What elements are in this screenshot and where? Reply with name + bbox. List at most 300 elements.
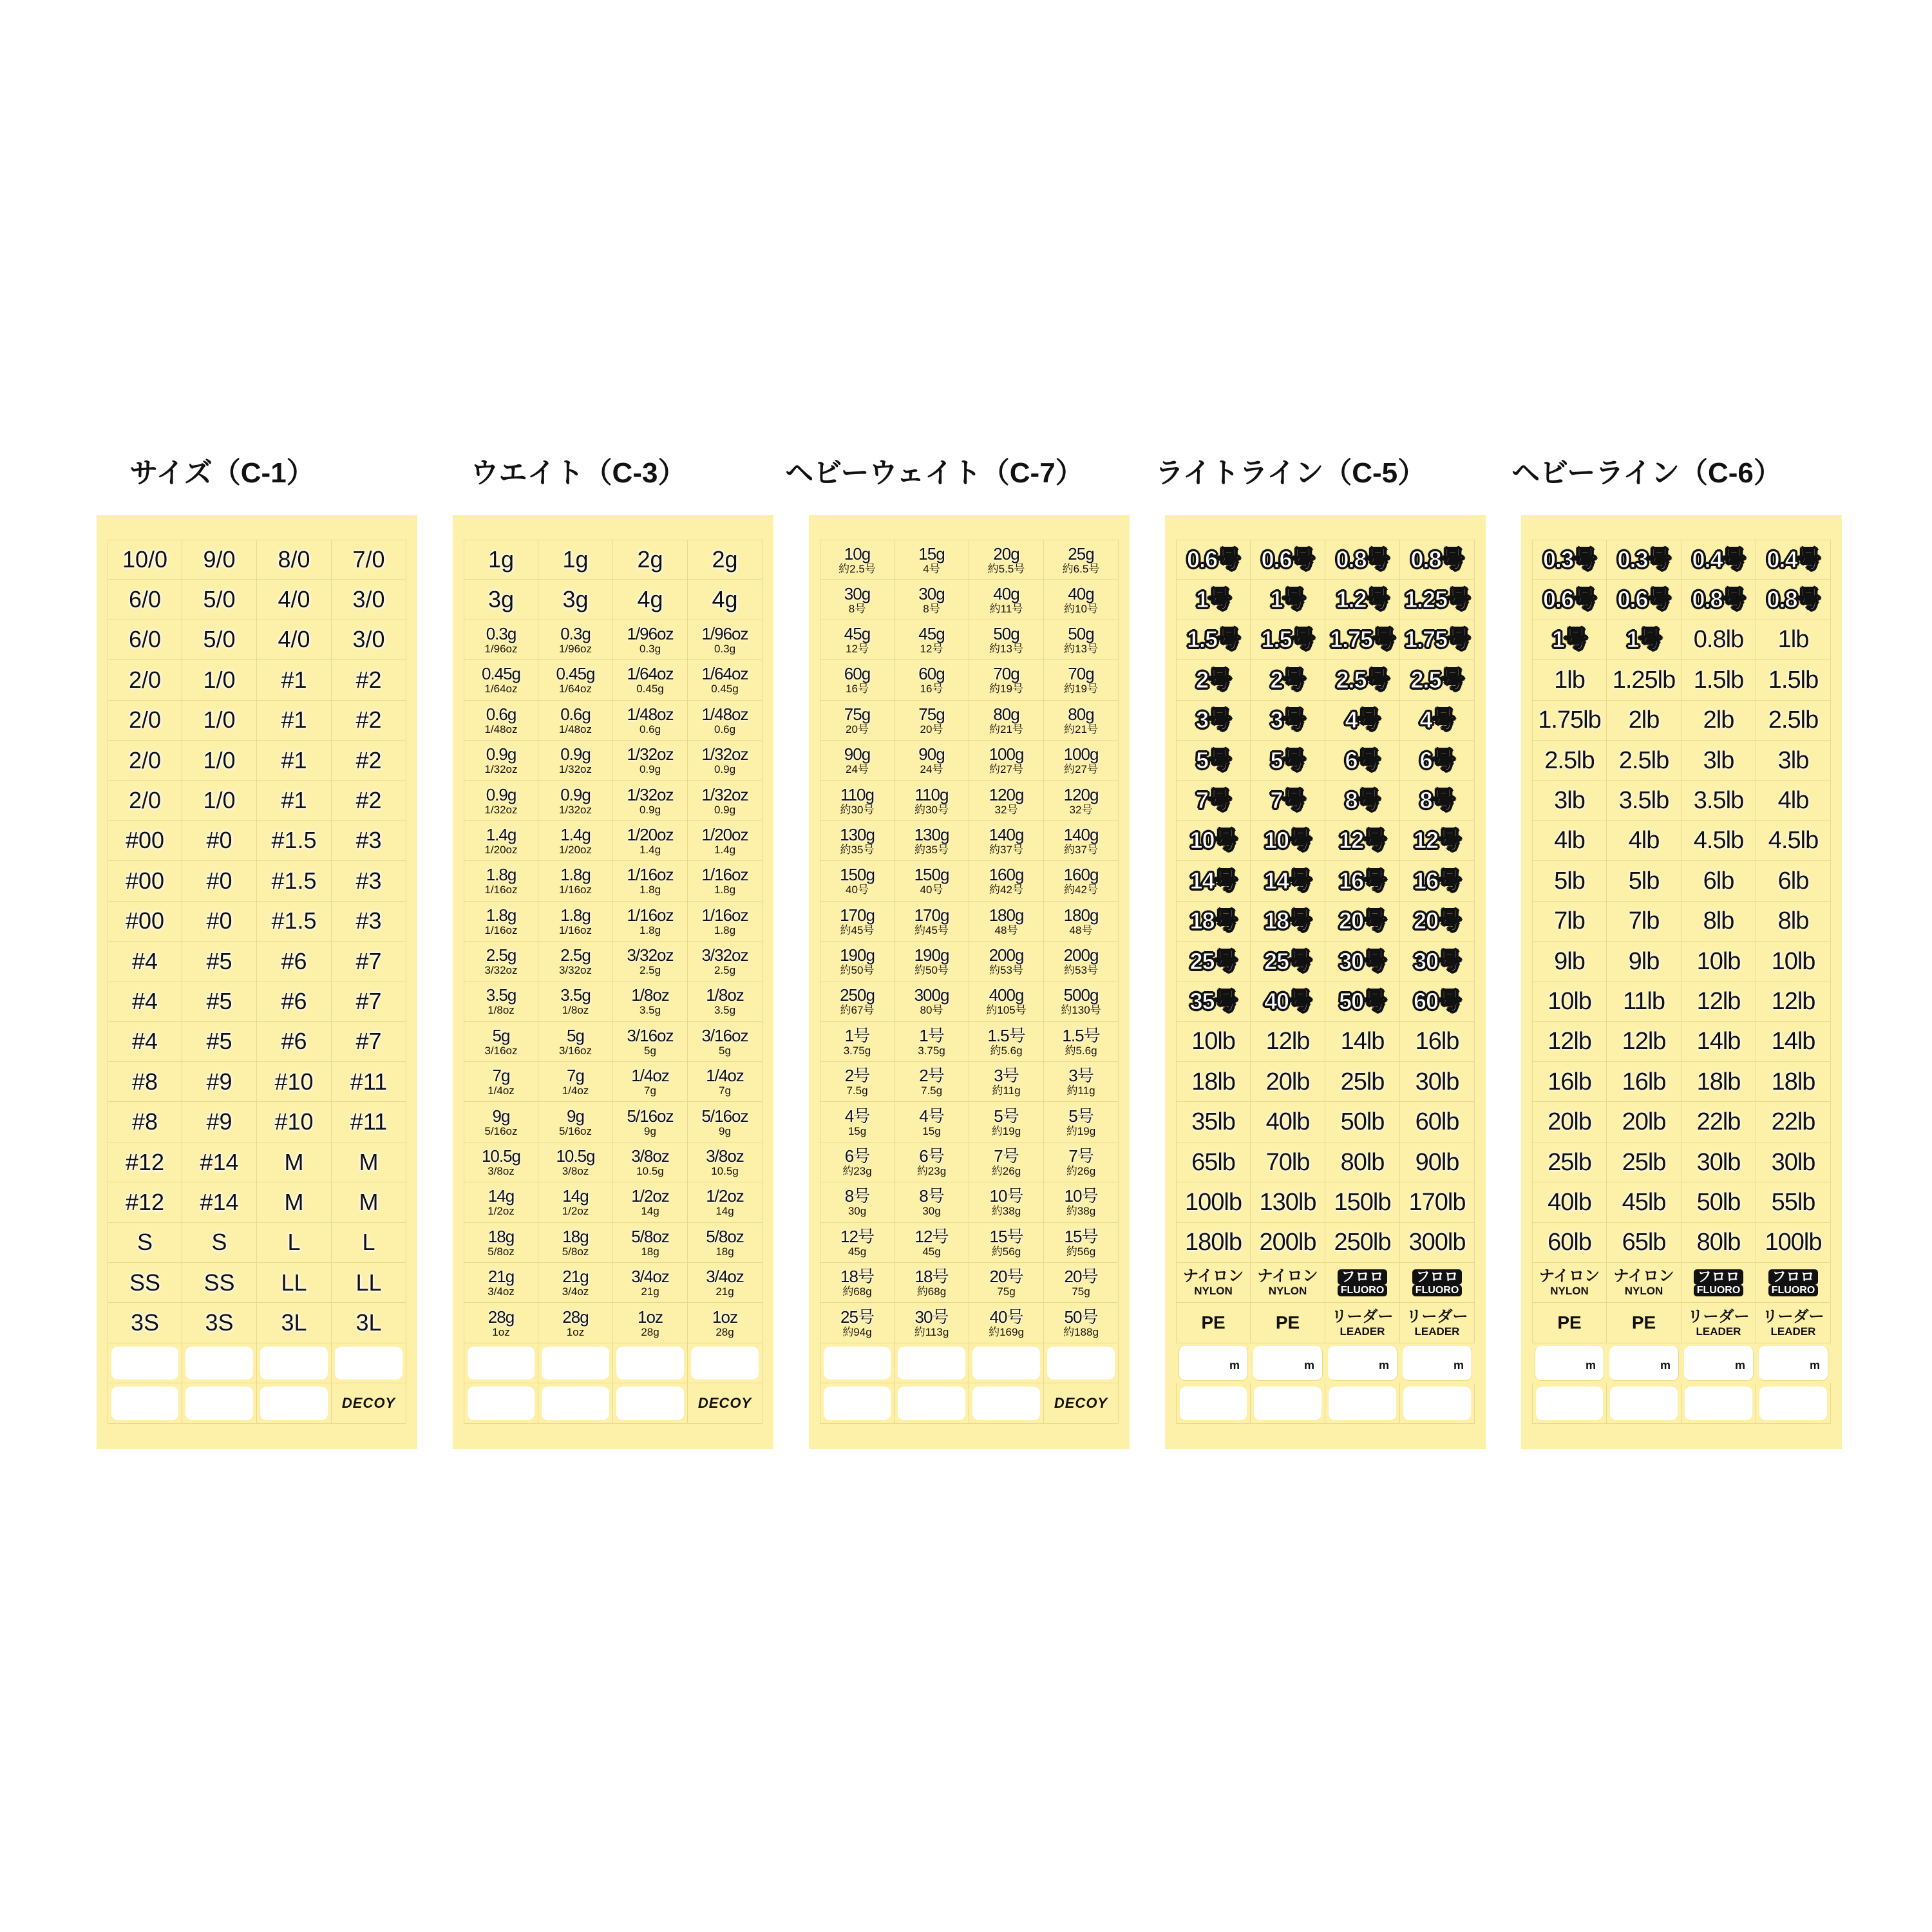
sticker-cell bbox=[464, 1102, 538, 1142]
sticker-cell bbox=[820, 580, 895, 620]
weight-main: 2号 bbox=[919, 1066, 944, 1086]
weight-sub: 5/8oz bbox=[562, 1245, 589, 1258]
weight-main: 50号 bbox=[1064, 1307, 1098, 1327]
weight-main: 0.9g bbox=[560, 784, 591, 804]
weight-sub: 5g bbox=[644, 1044, 656, 1057]
size-label: 10/0 bbox=[122, 546, 168, 573]
weight-main: 1/2oz bbox=[631, 1186, 669, 1206]
sticker-cell bbox=[895, 981, 969, 1021]
size-label: #2 bbox=[355, 666, 382, 693]
sticker-cell bbox=[257, 540, 332, 580]
line-number-label: 12号 bbox=[1338, 827, 1387, 854]
sticker-cell bbox=[969, 1223, 1044, 1263]
weight-sub: 20号 bbox=[846, 723, 869, 735]
sticker-cell bbox=[332, 701, 406, 741]
line-type-jp: ナイロン bbox=[1539, 1267, 1600, 1285]
sticker-cell bbox=[1044, 1303, 1119, 1343]
sticker-cell bbox=[1756, 1062, 1831, 1102]
sticker-cell bbox=[613, 701, 688, 741]
line-number-label: 2.5号 bbox=[1336, 666, 1389, 693]
sticker-cell bbox=[1400, 781, 1475, 820]
sticker-cell bbox=[257, 942, 332, 981]
sticker-cell bbox=[1325, 1263, 1400, 1303]
size-label: 3/0 bbox=[352, 626, 385, 653]
sticker-cell bbox=[1532, 1223, 1607, 1263]
sticker-cell bbox=[182, 1022, 257, 1062]
size-label: #3 bbox=[355, 827, 382, 854]
sticker-cell bbox=[1176, 580, 1251, 620]
weight-sub: 7.5g bbox=[846, 1084, 868, 1097]
weight-sub: 1oz bbox=[566, 1325, 585, 1338]
weight-main: 0.9g bbox=[560, 744, 591, 764]
weight-main: 1/16oz bbox=[701, 905, 748, 925]
line-lb-label: 10lb bbox=[1696, 947, 1741, 975]
sticker-cell bbox=[332, 861, 406, 901]
sticker-cell bbox=[1607, 1022, 1681, 1062]
sticker-cell bbox=[257, 660, 332, 700]
weight-main: 2g bbox=[637, 546, 663, 573]
size-label: #9 bbox=[206, 1068, 232, 1095]
line-lb-label: 4.5lb bbox=[1768, 827, 1819, 855]
sticker-cell bbox=[538, 821, 613, 861]
weight-sub: 28g bbox=[641, 1325, 659, 1338]
line-lb-label: 3lb bbox=[1554, 787, 1585, 815]
line-number-label: 16号 bbox=[1338, 867, 1387, 894]
sticker-cell bbox=[895, 821, 969, 861]
line-lb-label: 20lb bbox=[1265, 1068, 1310, 1095]
weight-main: 15号 bbox=[1064, 1226, 1098, 1246]
weight-sub: 12号 bbox=[920, 642, 943, 655]
sticker-cell bbox=[1607, 942, 1681, 981]
weight-main: 140g bbox=[1063, 824, 1099, 844]
sticker-cell bbox=[1176, 741, 1251, 781]
weight-sub: 0.9g bbox=[639, 803, 661, 816]
size-label: #14 bbox=[200, 1188, 239, 1215]
size-label: #5 bbox=[206, 1028, 232, 1055]
size-label: L bbox=[287, 1229, 301, 1256]
weight-sub: 3.5g bbox=[639, 1004, 661, 1017]
weight-main: 1.5号 bbox=[1062, 1025, 1100, 1045]
size-label: #1.5 bbox=[271, 827, 317, 854]
weight-sub: 32号 bbox=[1069, 803, 1093, 816]
sticker-cell bbox=[1251, 540, 1325, 580]
weight-sub: 1/96oz bbox=[484, 642, 518, 655]
blank-label bbox=[1403, 1387, 1471, 1419]
line-lb-label: 25lb bbox=[1622, 1148, 1666, 1176]
line-lb-label: 90lb bbox=[1415, 1148, 1459, 1176]
weight-sub: 12号 bbox=[846, 642, 869, 655]
sticker-cell bbox=[1044, 1263, 1119, 1303]
sticker-cell bbox=[1044, 540, 1119, 580]
sticker-cell bbox=[1756, 660, 1831, 700]
weight-sub: 約35号 bbox=[840, 843, 875, 856]
weight-main: 200g bbox=[1063, 945, 1099, 965]
sticker-cell bbox=[1532, 540, 1607, 580]
weight-sub: 9g bbox=[644, 1124, 656, 1137]
line-lb-label: 1.5lb bbox=[1768, 666, 1819, 694]
line-lb-label: 2lb bbox=[1628, 706, 1660, 734]
sticker-cell bbox=[257, 1343, 332, 1383]
sticker-cell bbox=[688, 981, 762, 1021]
sticker-cell bbox=[182, 1062, 257, 1102]
sticker-cell bbox=[182, 902, 257, 942]
weight-main: 90g bbox=[844, 744, 871, 764]
blank-label bbox=[260, 1387, 328, 1419]
sticker-cell bbox=[182, 1303, 257, 1343]
sticker-cell bbox=[820, 821, 895, 861]
line-lb-label: 2.5lb bbox=[1544, 746, 1595, 774]
weight-main: 5/8oz bbox=[631, 1226, 669, 1246]
sticker-cell bbox=[108, 741, 182, 781]
line-lb-label: 25lb bbox=[1340, 1068, 1385, 1095]
line-type-jp: フロロ bbox=[1338, 1269, 1387, 1285]
sticker-cell bbox=[895, 1182, 969, 1222]
sticker-cell bbox=[257, 741, 332, 781]
sticker-cell bbox=[895, 1102, 969, 1142]
meter-label: m bbox=[1809, 1359, 1820, 1372]
sticker-cell bbox=[1607, 861, 1681, 901]
sticker-cell bbox=[108, 781, 182, 820]
sticker-cell bbox=[1176, 942, 1251, 981]
sticker-cell bbox=[1251, 981, 1325, 1021]
sticker-cell bbox=[1044, 1383, 1119, 1423]
size-label: #3 bbox=[355, 867, 382, 894]
line-number-label: 5号 bbox=[1270, 746, 1305, 773]
sticker-cell bbox=[1325, 902, 1400, 942]
weight-sub: 約30号 bbox=[914, 803, 949, 816]
sticker-cell bbox=[688, 781, 762, 820]
sticker-cell bbox=[538, 861, 613, 901]
sticker-cell bbox=[257, 1102, 332, 1142]
sticker-cell bbox=[1044, 620, 1119, 660]
sticker-cell bbox=[895, 660, 969, 700]
weight-sub: 5/8oz bbox=[488, 1245, 515, 1258]
weight-main: 2.5g bbox=[560, 945, 591, 965]
sticker-cell bbox=[1325, 861, 1400, 901]
sticker-cell bbox=[1044, 1142, 1119, 1182]
line-lb-label: 55lb bbox=[1771, 1188, 1815, 1216]
sticker-cell bbox=[332, 1102, 406, 1142]
sticker-cell bbox=[1681, 620, 1756, 660]
weight-sub: 1/64oz bbox=[484, 683, 518, 696]
blank-label bbox=[468, 1387, 535, 1419]
sticker-cell bbox=[464, 1223, 538, 1263]
weight-main: 5/16oz bbox=[627, 1106, 674, 1126]
sticker-cell bbox=[1176, 1383, 1251, 1423]
sticker-cell bbox=[969, 902, 1044, 942]
weight-main: 110g bbox=[840, 784, 874, 804]
sticker-cell bbox=[1681, 781, 1756, 820]
weight-main: 80g bbox=[993, 704, 1019, 724]
line-lb-label: 30lb bbox=[1415, 1068, 1459, 1095]
weight-main: 80g bbox=[1068, 704, 1094, 724]
sticker-cell bbox=[613, 1142, 688, 1182]
sticker-cell bbox=[1176, 1102, 1251, 1142]
line-lb-label: 50lb bbox=[1696, 1188, 1741, 1216]
sticker-cell bbox=[613, 660, 688, 700]
line-lb-label: 10lb bbox=[1548, 987, 1591, 1015]
decoy-logo: DECOY bbox=[697, 1394, 752, 1411]
weight-main: 10号 bbox=[1064, 1186, 1098, 1206]
sticker-cell bbox=[1681, 580, 1756, 620]
weight-main: 1/20oz bbox=[701, 824, 748, 844]
weight-sub: 3/16oz bbox=[484, 1044, 518, 1057]
line-lb-label: 14lb bbox=[1696, 1028, 1741, 1056]
weight-main: 3g bbox=[488, 586, 515, 613]
weight-sub: 1.8g bbox=[714, 923, 736, 936]
weight-main: 10.5g bbox=[481, 1146, 521, 1166]
sticker-cell bbox=[895, 1383, 969, 1423]
sticker-cell bbox=[969, 981, 1044, 1021]
weight-main: 190g bbox=[914, 945, 949, 965]
line-kind-jp: リーダー bbox=[1687, 1307, 1750, 1325]
sticker-cell bbox=[1400, 1263, 1475, 1303]
sticker-cell bbox=[1532, 981, 1607, 1021]
sticker-cell bbox=[895, 1263, 969, 1303]
sticker-cell bbox=[1400, 1142, 1475, 1182]
sticker-cell bbox=[257, 821, 332, 861]
sticker-cell bbox=[1756, 981, 1831, 1021]
line-lb-label: 1.25lb bbox=[1612, 666, 1676, 694]
sticker-cell bbox=[464, 861, 538, 901]
line-lb-label: 50lb bbox=[1340, 1108, 1385, 1136]
sticker-sheet-size bbox=[97, 515, 417, 1449]
weight-sub: 3.75g bbox=[843, 1044, 871, 1057]
sticker-cell bbox=[182, 620, 257, 660]
size-label: 3L bbox=[281, 1309, 307, 1336]
sticker-cell bbox=[820, 942, 895, 981]
weight-sub: 80号 bbox=[920, 1004, 943, 1017]
weight-sub: 約38g bbox=[1066, 1205, 1096, 1218]
sticker-cell bbox=[1251, 861, 1325, 901]
weight-main: 1g bbox=[562, 546, 589, 573]
weight-sub: 18g bbox=[715, 1245, 734, 1258]
weight-main: 20g bbox=[993, 544, 1019, 564]
weight-sub: 1/8oz bbox=[488, 1004, 515, 1017]
weight-main: 1oz bbox=[638, 1307, 663, 1327]
sticker-cell bbox=[182, 942, 257, 981]
meter-label: m bbox=[1303, 1359, 1314, 1372]
sticker-cell bbox=[1325, 942, 1400, 981]
line-lb-label: 16lb bbox=[1622, 1068, 1666, 1095]
sticker-cell bbox=[613, 580, 688, 620]
sticker-cell bbox=[108, 1343, 182, 1383]
weight-main: 1/32oz bbox=[627, 784, 674, 804]
weight-main: 4号 bbox=[919, 1106, 944, 1126]
sticker-cell bbox=[688, 1263, 762, 1303]
sticker-cell bbox=[182, 821, 257, 861]
sticker-cell bbox=[464, 781, 538, 820]
meter-label: m bbox=[1660, 1359, 1671, 1372]
sticker-cell bbox=[688, 942, 762, 981]
weight-sub: 約188g bbox=[1063, 1325, 1099, 1338]
weight-main: 4g bbox=[712, 586, 738, 613]
sticker-cell bbox=[1251, 1383, 1325, 1423]
sticker-cell bbox=[1607, 1383, 1681, 1423]
sticker-cell bbox=[182, 580, 257, 620]
line-lb-label: 170lb bbox=[1408, 1188, 1466, 1216]
sticker-cell bbox=[108, 1383, 182, 1423]
weight-sub: 5/16oz bbox=[484, 1124, 518, 1137]
weight-sub: 10.5g bbox=[711, 1165, 739, 1178]
sticker-cell bbox=[108, 1142, 182, 1182]
weight-main: 180g bbox=[1063, 905, 1099, 925]
line-number-label: 0.6号 bbox=[1261, 546, 1314, 573]
weight-main: 1号 bbox=[919, 1025, 944, 1045]
blank-label bbox=[616, 1387, 684, 1419]
sticker-cell bbox=[969, 1343, 1044, 1383]
weight-main: 180g bbox=[989, 905, 1024, 925]
weight-main: 0.6g bbox=[486, 704, 516, 724]
line-lb-label: 40lb bbox=[1265, 1108, 1310, 1136]
sticker-cell bbox=[1176, 660, 1251, 700]
weight-sub: 15g bbox=[922, 1124, 941, 1137]
size-label: 5/0 bbox=[203, 586, 236, 613]
weight-sub: 約27号 bbox=[1064, 763, 1098, 776]
sticker-cell bbox=[969, 660, 1044, 700]
weight-main: 5g bbox=[492, 1025, 510, 1045]
sticker-cell bbox=[332, 1343, 406, 1383]
sticker-cell bbox=[332, 1062, 406, 1102]
weight-main: 28g bbox=[562, 1307, 589, 1327]
sticker-cell bbox=[1044, 1182, 1119, 1222]
sticker-cell bbox=[1532, 1102, 1607, 1142]
sticker-cell bbox=[182, 1263, 257, 1303]
weight-sub: 約42号 bbox=[1064, 884, 1098, 896]
sticker-cell bbox=[969, 781, 1044, 820]
sticker-cell bbox=[969, 1263, 1044, 1303]
sticker-cell bbox=[688, 1062, 762, 1102]
weight-main: 1号 bbox=[844, 1025, 870, 1045]
sticker-cell bbox=[1176, 1263, 1251, 1303]
sticker-cell bbox=[688, 620, 762, 660]
sticker-cell bbox=[1176, 902, 1251, 942]
sticker-cell bbox=[1681, 1263, 1756, 1303]
weight-main: 14g bbox=[488, 1186, 515, 1206]
sticker-cell bbox=[1607, 1102, 1681, 1142]
weight-sub: 約105号 bbox=[986, 1004, 1027, 1017]
line-number-label: 0.4号 bbox=[1766, 546, 1820, 573]
sticker-cell bbox=[1400, 821, 1475, 861]
line-lb-label: 7lb bbox=[1628, 907, 1660, 935]
weight-sub: 約11g bbox=[1066, 1084, 1095, 1097]
sticker-cell bbox=[820, 701, 895, 741]
weight-main: 1/32oz bbox=[701, 744, 748, 764]
sticker-cell bbox=[1325, 1182, 1400, 1222]
sticker-cell bbox=[969, 1142, 1044, 1182]
sticker-cell bbox=[257, 580, 332, 620]
weight-sub: 24号 bbox=[846, 763, 869, 776]
line-lb-label: 300lb bbox=[1408, 1229, 1466, 1256]
weight-sub: 約67号 bbox=[840, 1004, 875, 1017]
sticker-cell bbox=[895, 942, 969, 981]
sticker-cell bbox=[108, 1223, 182, 1263]
sticker-cell bbox=[257, 781, 332, 820]
line-number-label: 0.8号 bbox=[1336, 546, 1389, 573]
sticker-cell bbox=[257, 1022, 332, 1062]
sticker-cell bbox=[1532, 1383, 1607, 1423]
sticker-cell bbox=[1535, 1346, 1604, 1381]
weight-sub: 約5.6g bbox=[990, 1044, 1023, 1057]
sticker-cell bbox=[182, 660, 257, 700]
sticker-cell bbox=[1681, 861, 1756, 901]
sticker-cell bbox=[1400, 741, 1475, 781]
sticker-cell bbox=[1400, 1223, 1475, 1263]
sticker-cell bbox=[895, 1022, 969, 1062]
size-label: #14 bbox=[200, 1148, 239, 1175]
weight-main: 7g bbox=[567, 1066, 584, 1086]
size-label: #0 bbox=[206, 907, 232, 934]
sticker-cell bbox=[1325, 981, 1400, 1021]
blank-label bbox=[111, 1387, 178, 1419]
weight-main: 1/8oz bbox=[706, 985, 744, 1005]
sticker-cell bbox=[1325, 1022, 1400, 1062]
sticker-sheet-light-line bbox=[1165, 515, 1486, 1449]
weight-main: 130g bbox=[840, 824, 875, 844]
sticker-cell bbox=[820, 1182, 895, 1222]
weight-main: 1/16oz bbox=[701, 865, 748, 885]
weight-main: 15g bbox=[918, 544, 945, 564]
sticker-cell bbox=[1681, 1102, 1756, 1142]
size-label: SS bbox=[129, 1269, 161, 1296]
sticker-cell bbox=[820, 540, 895, 580]
sticker-cell bbox=[613, 781, 688, 820]
decoy-logo: DECOY bbox=[1054, 1394, 1108, 1411]
weight-sub: 1/16oz bbox=[558, 884, 592, 896]
line-number-label: 7号 bbox=[1270, 787, 1305, 814]
sticker-cell bbox=[464, 540, 538, 580]
sheet-grid bbox=[108, 540, 406, 1424]
sticker-cell bbox=[1607, 1182, 1681, 1222]
sticker-cell bbox=[1325, 701, 1400, 741]
weight-sub: 1/20oz bbox=[484, 843, 518, 856]
weight-sub: 75g bbox=[997, 1285, 1016, 1298]
weight-main: 20号 bbox=[989, 1267, 1023, 1287]
line-lb-label: 9lb bbox=[1554, 947, 1585, 975]
weight-main: 25号 bbox=[840, 1307, 874, 1327]
weight-sub: 7.5g bbox=[920, 1084, 943, 1097]
weight-sub: 1/20oz bbox=[558, 843, 592, 856]
line-type-jp: ナイロン bbox=[1613, 1267, 1674, 1285]
sticker-cell bbox=[1400, 1383, 1475, 1423]
line-number-label: 1号 bbox=[1270, 586, 1305, 613]
size-label: S bbox=[211, 1229, 227, 1256]
weight-main: 3/4oz bbox=[706, 1267, 744, 1287]
sticker-cell bbox=[1176, 1062, 1251, 1102]
sticker-cell bbox=[1176, 540, 1251, 580]
sticker-cell bbox=[1532, 942, 1607, 981]
meter-label: m bbox=[1734, 1359, 1745, 1372]
sticker-cell bbox=[538, 1343, 613, 1383]
sticker-cell bbox=[1684, 1346, 1754, 1381]
weight-sub: 0.3g bbox=[714, 642, 736, 655]
line-type-en: NYLON bbox=[1550, 1285, 1589, 1298]
sticker-cell bbox=[182, 540, 257, 580]
sticker-cell bbox=[1044, 981, 1119, 1021]
weight-sub: 約19g bbox=[991, 1124, 1021, 1137]
sticker-cell bbox=[613, 1383, 688, 1423]
line-lb-label: 22lb bbox=[1696, 1108, 1741, 1136]
line-lb-label: 40lb bbox=[1548, 1188, 1591, 1216]
sticker-cell bbox=[108, 540, 182, 580]
weight-sub: 約35号 bbox=[914, 843, 949, 856]
line-number-label: 3号 bbox=[1195, 706, 1231, 734]
line-lb-label: 35lb bbox=[1191, 1108, 1235, 1136]
weight-sub: 16号 bbox=[920, 683, 943, 696]
size-label: #1 bbox=[281, 706, 307, 734]
sticker-cell bbox=[688, 861, 762, 901]
sticker-cell bbox=[1325, 821, 1400, 861]
